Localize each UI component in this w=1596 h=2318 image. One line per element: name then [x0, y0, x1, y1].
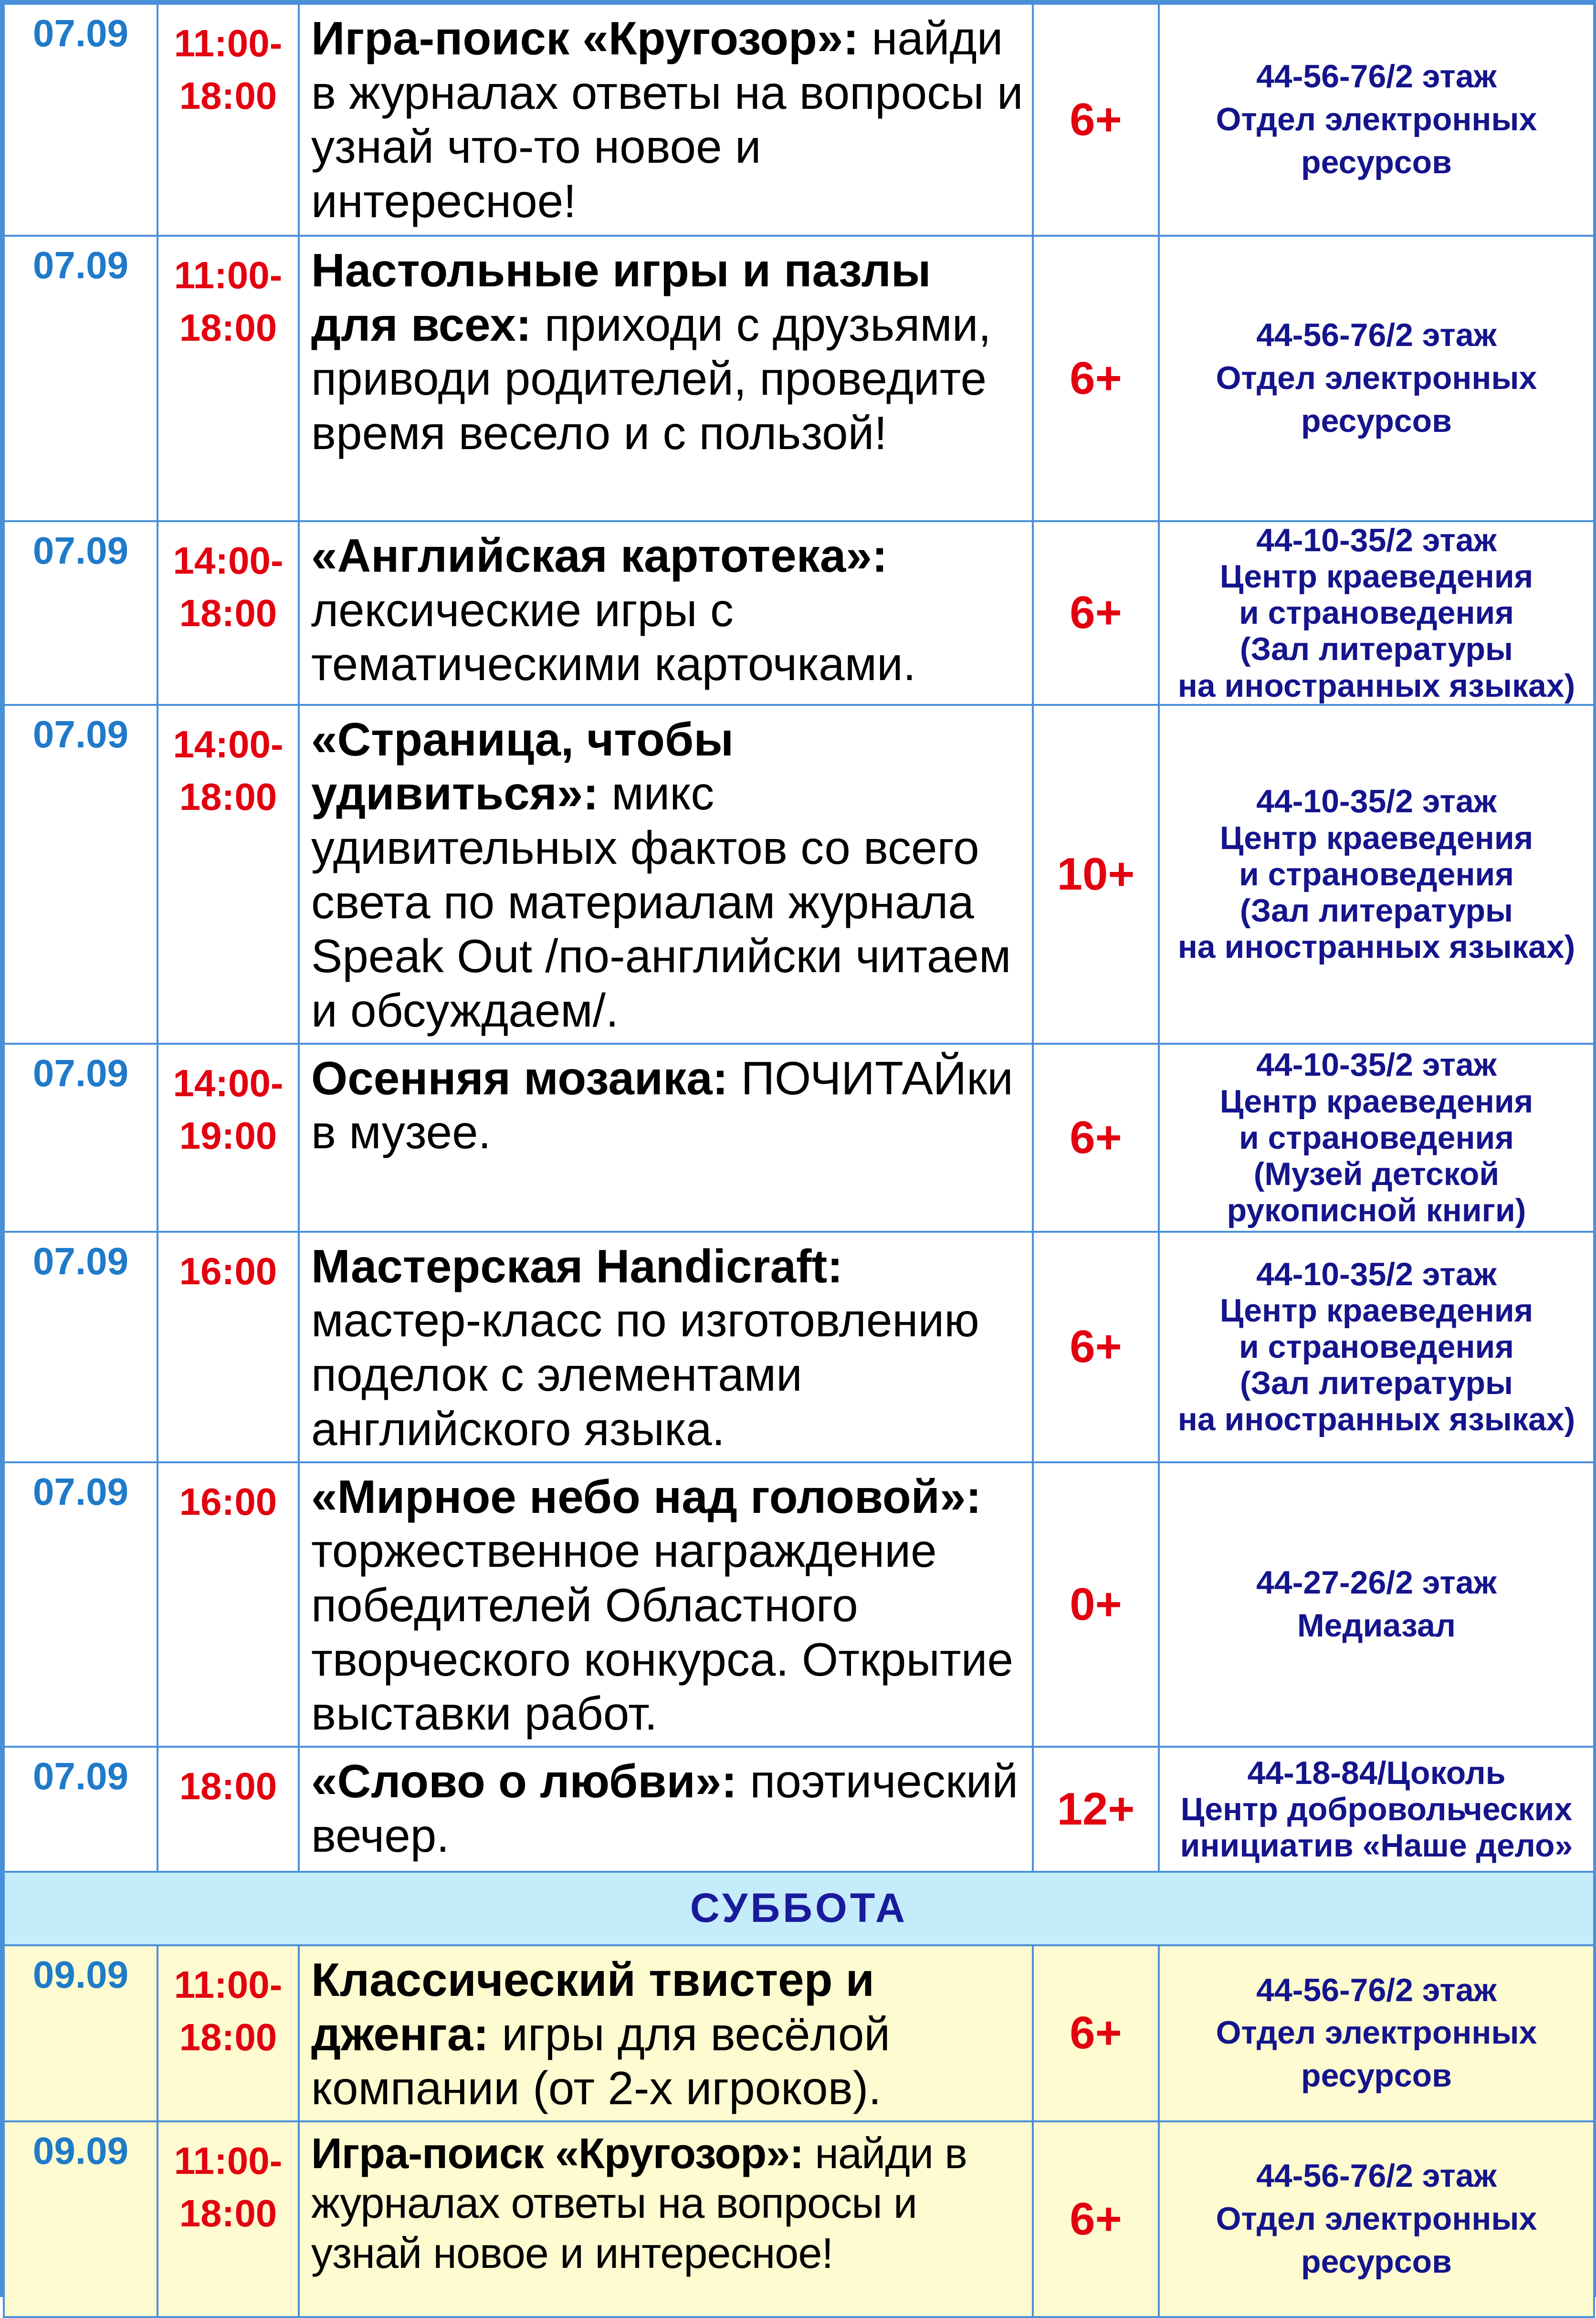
- age-rating: 12+: [1033, 1747, 1159, 1872]
- event-time: [158, 236, 299, 521]
- event-title: Классический твистер и дженга:: [311, 1953, 875, 2060]
- place-phone-floor: 44-10-35/2 этаж: [1256, 1256, 1497, 1292]
- place-dept: ресурсов: [1301, 144, 1452, 180]
- place-phone-floor: 44-10-35/2 этаж: [1256, 522, 1497, 558]
- age-rating: 6+: [1033, 1232, 1159, 1462]
- event-time: [158, 4, 299, 236]
- event-description: [299, 1232, 1033, 1462]
- table-row: [4, 236, 1594, 521]
- place-dept: Центр краеведения: [1219, 558, 1533, 595]
- place-phone-floor: 44-18-84/Цоколь: [1247, 1754, 1506, 1791]
- event-description: [299, 1044, 1033, 1232]
- event-place: [1159, 521, 1594, 705]
- place-phone-floor: 44-27-26/2 этаж: [1256, 1564, 1497, 1601]
- table-row: [4, 2121, 1594, 2317]
- table-row: [4, 1044, 1594, 1232]
- event-date: 09.09: [4, 2121, 158, 2317]
- day-header: СУББОТА: [4, 1872, 1594, 1945]
- event-title: Игра-поиск «Кругозор»:: [311, 12, 859, 64]
- age-rating: 6+: [1033, 521, 1159, 705]
- event-place: [1159, 1945, 1594, 2121]
- place-dept: и страноведения: [1239, 856, 1514, 892]
- events-table: [3, 3, 1595, 2318]
- place-hall: (Зал литературы: [1239, 631, 1513, 668]
- age-rating: 6+: [1033, 1044, 1159, 1232]
- time-end: 18:00: [179, 2016, 277, 2059]
- event-description: [299, 4, 1033, 236]
- event-title: «Страница, чтобы удивиться»:: [311, 713, 734, 820]
- place-dept: и страноведения: [1239, 595, 1514, 631]
- event-title: Мастерская Handicraft:: [311, 1239, 843, 1292]
- event-description: [299, 236, 1033, 521]
- event-text: мастер-класс по изготовлению поделок с элементами английского языка.: [311, 1294, 979, 1455]
- table-row: [4, 1232, 1594, 1462]
- event-place: [1159, 236, 1594, 521]
- place-phone-floor: 44-10-35/2 этаж: [1256, 783, 1497, 820]
- event-text: найди в журналах ответы на вопросы и узнай что-то новое и интересное!: [311, 12, 1023, 228]
- event-date: 07.09: [4, 1044, 158, 1232]
- event-title: Осенняя мозаика:: [311, 1051, 728, 1104]
- event-time: [158, 2121, 299, 2317]
- event-date: 07.09: [4, 1747, 158, 1872]
- event-time: [158, 1747, 299, 1872]
- event-text: ПОЧИТАЙки в музее.: [311, 1051, 1013, 1159]
- event-date: 07.09: [4, 1232, 158, 1462]
- event-time: [158, 1044, 299, 1232]
- table-row: [4, 1462, 1594, 1747]
- time-end: 18:00: [179, 592, 277, 635]
- table-row: [4, 1945, 1594, 2121]
- place-dept: ресурсов: [1301, 402, 1452, 439]
- event-text: найди в журналах ответы на вопросы и узнай новое и интересное!: [311, 2129, 967, 2277]
- event-place: [1159, 2121, 1594, 2317]
- event-date: 07.09: [4, 705, 158, 1044]
- place-phone-floor: 44-10-35/2 этаж: [1256, 1047, 1497, 1083]
- place-dept: Отдел электронных: [1216, 360, 1537, 397]
- place-dept: Отдел электронных: [1216, 2014, 1537, 2051]
- time-start: 14:00-: [173, 723, 284, 766]
- event-time: [158, 1945, 299, 2121]
- place-hall: рукописной книги): [1227, 1192, 1526, 1229]
- place-dept: Центр краеведения: [1219, 1292, 1533, 1329]
- event-title: Настольные игры и пазлы для всех:: [311, 244, 931, 351]
- place-dept: Отдел электронных: [1216, 2201, 1537, 2237]
- place-dept: и страноведения: [1239, 1119, 1514, 1156]
- event-place: [1159, 705, 1594, 1044]
- age-rating: 6+: [1033, 4, 1159, 236]
- time-end: 18:00: [179, 776, 277, 818]
- place-dept: и страноведения: [1239, 1329, 1514, 1365]
- age-rating: 10+: [1033, 705, 1159, 1044]
- time-end: 18:00: [179, 2192, 277, 2235]
- time-end: 19:00: [179, 1114, 277, 1157]
- event-text: торжественное награждение победителей Областного творческого конкурса. Открытие выставки работ.: [311, 1524, 1014, 1740]
- event-title: Игра-поиск «Кругозор»:: [311, 2129, 804, 2178]
- event-description: [299, 1747, 1033, 1872]
- event-description: [299, 1462, 1033, 1747]
- event-time: [158, 521, 299, 705]
- event-text: микс удивительных фактов со всего света по материалам журнала Speak Out /по-английски читаем и обсуждаем/.: [311, 767, 1011, 1037]
- age-rating: 6+: [1033, 236, 1159, 521]
- event-date: 09.09: [4, 1945, 158, 2121]
- place-dept: Центр добровольческих: [1180, 1791, 1573, 1827]
- event-place: [1159, 1044, 1594, 1232]
- event-date: 07.09: [4, 236, 158, 521]
- table-row: [4, 1747, 1594, 1872]
- event-place: [1159, 1747, 1594, 1872]
- event-place: [1159, 1232, 1594, 1462]
- place-dept: ресурсов: [1301, 2057, 1452, 2094]
- time-start: 11:00-: [174, 254, 283, 296]
- place-phone-floor: 44-56-76/2 этаж: [1256, 58, 1497, 95]
- place-hall: на иностранных языках): [1177, 1401, 1575, 1438]
- age-rating: 0+: [1033, 1462, 1159, 1747]
- place-phone-floor: 44-56-76/2 этаж: [1256, 1972, 1497, 2008]
- place-hall: на иностранных языках): [1177, 929, 1575, 965]
- time-end: 18:00: [179, 306, 277, 349]
- event-text: игры для весёлой компании (от 2-х игроков).: [311, 2007, 891, 2115]
- event-text: приходи с друзьями, приводи родителей, проведите время весело и с пользой!: [311, 298, 991, 460]
- table-row: [4, 705, 1594, 1044]
- place-phone-floor: 44-56-76/2 этаж: [1256, 317, 1497, 354]
- event-text: поэтический вечер.: [311, 1754, 1018, 1862]
- event-time: [158, 705, 299, 1044]
- event-title: «Мирное небо над головой»:: [311, 1470, 982, 1523]
- place-dept: ресурсов: [1301, 2243, 1452, 2280]
- place-hall: (Зал литературы: [1239, 1365, 1513, 1402]
- time-start: 14:00-: [173, 539, 284, 582]
- place-dept: Медиазал: [1297, 1607, 1456, 1644]
- age-rating: 6+: [1033, 2121, 1159, 2317]
- time-start: 11:00-: [174, 2139, 283, 2182]
- event-title: «Слово о любви»:: [311, 1754, 737, 1807]
- place-phone-floor: 44-56-76/2 этаж: [1256, 2158, 1497, 2194]
- time-start: 11:00-: [174, 22, 283, 64]
- event-description: [299, 1945, 1033, 2121]
- event-description: [299, 705, 1033, 1044]
- event-text: лексические игры с тематическими карточками.: [311, 583, 916, 691]
- time-start: 16:00: [179, 1249, 277, 1292]
- time-start: 14:00-: [173, 1061, 284, 1104]
- event-date: 07.09: [4, 521, 158, 705]
- place-hall: (Зал литературы: [1239, 892, 1513, 929]
- place-dept: Центр краеведения: [1219, 819, 1533, 856]
- event-description: [299, 521, 1033, 705]
- place-dept: инициатив «Наше дело»: [1180, 1827, 1573, 1864]
- place-hall: на иностранных языках): [1177, 667, 1575, 704]
- day-header-row: [4, 1872, 1594, 1945]
- event-place: [1159, 1462, 1594, 1747]
- event-time: [158, 1462, 299, 1747]
- place-hall: (Музей детской: [1253, 1155, 1500, 1192]
- event-date: 07.09: [4, 4, 158, 236]
- time-start: 11:00-: [174, 1963, 283, 2006]
- event-place: [1159, 4, 1594, 236]
- time-end: 18:00: [179, 74, 277, 117]
- table-row: [4, 4, 1594, 236]
- place-dept: Центр краеведения: [1219, 1083, 1533, 1120]
- age-rating: 6+: [1033, 1945, 1159, 2121]
- time-start: 16:00: [179, 1480, 277, 1523]
- event-title: «Английская картотека»:: [311, 529, 888, 582]
- event-description: [299, 2121, 1033, 2317]
- time-start: 18:00: [179, 1764, 277, 1807]
- event-time: [158, 1232, 299, 1462]
- table-row: [4, 521, 1594, 705]
- event-date: 07.09: [4, 1462, 158, 1747]
- place-dept: Отдел электронных: [1216, 101, 1537, 138]
